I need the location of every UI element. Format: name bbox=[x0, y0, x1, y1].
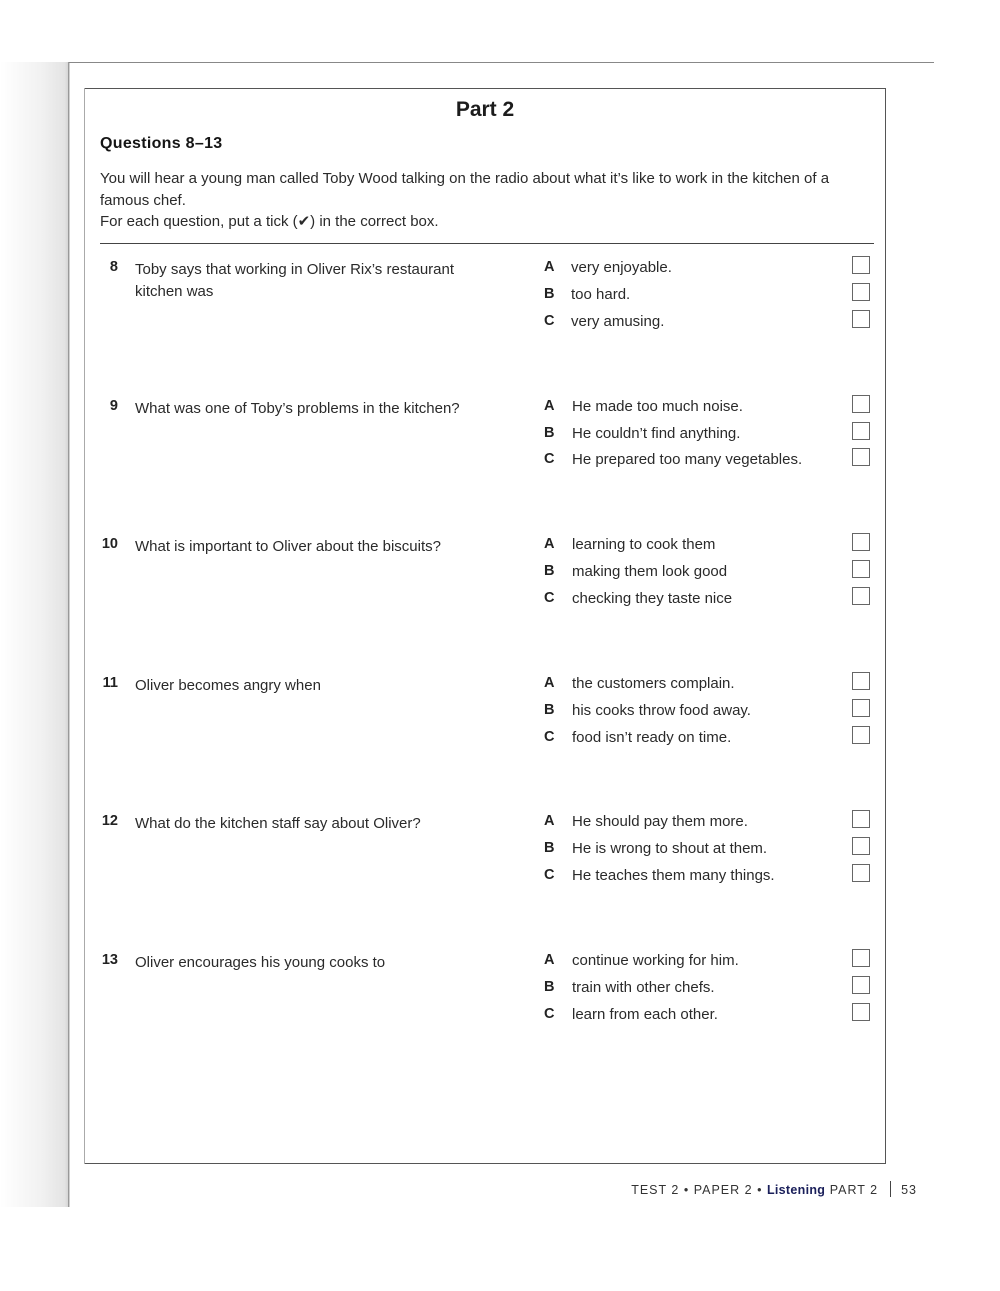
question-12 bbox=[100, 813, 880, 903]
option-b bbox=[544, 979, 884, 1001]
footer-paper: PAPER 2 bbox=[693, 1183, 753, 1197]
option-letter: C bbox=[544, 1006, 555, 1022]
option-text: He teaches them many things. bbox=[572, 867, 775, 884]
tickbox-10a[interactable] bbox=[852, 533, 870, 551]
tickbox-13a[interactable] bbox=[852, 949, 870, 967]
page-number: 53 bbox=[901, 1183, 917, 1197]
page-left-edge bbox=[68, 62, 69, 1207]
option-letter: B bbox=[544, 979, 555, 995]
option-b bbox=[544, 702, 884, 724]
option-letter: B bbox=[544, 563, 555, 579]
option-text: learning to cook them bbox=[572, 536, 716, 553]
option-letter: C bbox=[544, 867, 555, 883]
option-text: food isn’t ready on time. bbox=[572, 729, 732, 746]
option-a bbox=[544, 536, 884, 558]
option-c bbox=[544, 867, 884, 889]
tickbox-13b[interactable] bbox=[852, 976, 870, 994]
question-text: Oliver becomes angry when bbox=[135, 677, 321, 694]
tickbox-10c[interactable] bbox=[852, 587, 870, 605]
option-c bbox=[544, 1006, 884, 1028]
scan-shadow bbox=[0, 62, 70, 1207]
tickbox-12a[interactable] bbox=[852, 810, 870, 828]
question-number: 13 bbox=[101, 952, 118, 968]
tickbox-11a[interactable] bbox=[852, 672, 870, 690]
footer-bullet-1: • bbox=[683, 1183, 690, 1197]
option-b bbox=[544, 840, 884, 862]
question-number: 8 bbox=[109, 259, 118, 275]
option-text: He is wrong to shout at them. bbox=[572, 840, 768, 857]
option-a bbox=[544, 675, 884, 697]
footer-bullet-2: • bbox=[757, 1183, 763, 1197]
option-c bbox=[544, 313, 884, 335]
tickbox-12b[interactable] bbox=[852, 837, 870, 855]
tickbox-8b[interactable] bbox=[852, 283, 870, 301]
option-text: making them look good bbox=[572, 563, 728, 580]
question-8 bbox=[100, 259, 880, 349]
option-a bbox=[544, 398, 884, 420]
footer-divider bbox=[890, 1181, 891, 1197]
option-text: He made too much noise. bbox=[572, 398, 743, 415]
instructions-task: For each question, put a tick (✔) in the correct box. bbox=[100, 213, 439, 230]
option-text: his cooks throw food away. bbox=[572, 702, 751, 719]
option-text: the customers complain. bbox=[572, 675, 735, 692]
option-letter: A bbox=[544, 952, 555, 968]
tickbox-8a[interactable] bbox=[852, 256, 870, 274]
page-top-edge bbox=[68, 62, 934, 63]
option-c bbox=[544, 590, 884, 612]
option-letter: A bbox=[544, 398, 555, 414]
option-a bbox=[544, 259, 884, 281]
option-letter: C bbox=[544, 313, 555, 329]
option-b bbox=[544, 425, 884, 447]
option-letter: C bbox=[544, 451, 555, 467]
page-footer bbox=[0, 1181, 917, 1197]
option-text: very amusing. bbox=[571, 313, 665, 330]
tickbox-12c[interactable] bbox=[852, 864, 870, 882]
option-text: very enjoyable. bbox=[571, 259, 672, 276]
tickbox-10b[interactable] bbox=[852, 560, 870, 578]
question-text: What was one of Toby’s problems in the kitchen? bbox=[135, 400, 460, 417]
option-text: checking they taste nice bbox=[572, 590, 733, 607]
content-frame-left bbox=[84, 88, 85, 1164]
option-letter: C bbox=[544, 729, 555, 745]
option-a bbox=[544, 813, 884, 835]
option-text: He prepared too many vegetables. bbox=[572, 451, 803, 468]
option-text: He couldn’t find anything. bbox=[572, 425, 741, 442]
question-text: What is important to Oliver about the biscuits? bbox=[135, 538, 441, 555]
option-c bbox=[544, 729, 884, 751]
question-text: What do the kitchen staff say about Oliver? bbox=[135, 815, 421, 832]
footer-test: TEST 2 bbox=[631, 1183, 680, 1197]
questions-heading: Questions 8–13 bbox=[100, 135, 223, 152]
footer-part: PART 2 bbox=[829, 1183, 879, 1197]
option-letter: B bbox=[544, 286, 555, 302]
option-b bbox=[544, 563, 884, 585]
option-letter: A bbox=[544, 813, 555, 829]
question-10 bbox=[100, 536, 880, 626]
instructions-context: You will hear a young man called Toby Wood talking on the radio about what it’s like to work in the kitchen of a famous chef. bbox=[100, 170, 830, 209]
instructions bbox=[100, 168, 880, 233]
option-letter: B bbox=[544, 702, 555, 718]
option-c bbox=[544, 451, 884, 473]
option-letter: A bbox=[544, 259, 555, 275]
footer-section: Listening bbox=[766, 1183, 826, 1197]
question-text: Oliver encourages his young cooks to bbox=[135, 954, 386, 971]
option-letter: C bbox=[544, 590, 555, 606]
question-11 bbox=[100, 675, 880, 765]
option-text: He should pay them more. bbox=[572, 813, 748, 830]
option-b bbox=[544, 286, 884, 308]
option-text: train with other chefs. bbox=[572, 979, 715, 996]
option-letter: B bbox=[544, 425, 555, 441]
option-text: learn from each other. bbox=[572, 1006, 718, 1023]
question-number: 10 bbox=[101, 536, 118, 552]
option-a bbox=[544, 952, 884, 974]
option-letter: A bbox=[544, 675, 555, 691]
question-text: Toby says that working in Oliver Rix’s restaurant kitchen was bbox=[135, 261, 455, 300]
option-text: too hard. bbox=[571, 286, 631, 303]
tickbox-11b[interactable] bbox=[852, 699, 870, 717]
option-text: continue working for him. bbox=[572, 952, 739, 969]
tickbox-9c[interactable] bbox=[852, 448, 870, 466]
option-letter: A bbox=[544, 536, 555, 552]
question-13 bbox=[100, 952, 880, 1042]
tickbox-9b[interactable] bbox=[852, 422, 870, 440]
page-title: Part 2 bbox=[455, 98, 515, 121]
question-9 bbox=[100, 398, 880, 488]
tickbox-9a[interactable] bbox=[852, 395, 870, 413]
option-letter: B bbox=[544, 840, 555, 856]
tickbox-13c[interactable] bbox=[852, 1003, 870, 1021]
tickbox-11c[interactable] bbox=[852, 726, 870, 744]
question-number: 12 bbox=[101, 813, 118, 829]
divider bbox=[100, 243, 874, 244]
question-number: 9 bbox=[109, 398, 118, 414]
question-number: 11 bbox=[102, 675, 118, 691]
tickbox-8c[interactable] bbox=[852, 310, 870, 328]
